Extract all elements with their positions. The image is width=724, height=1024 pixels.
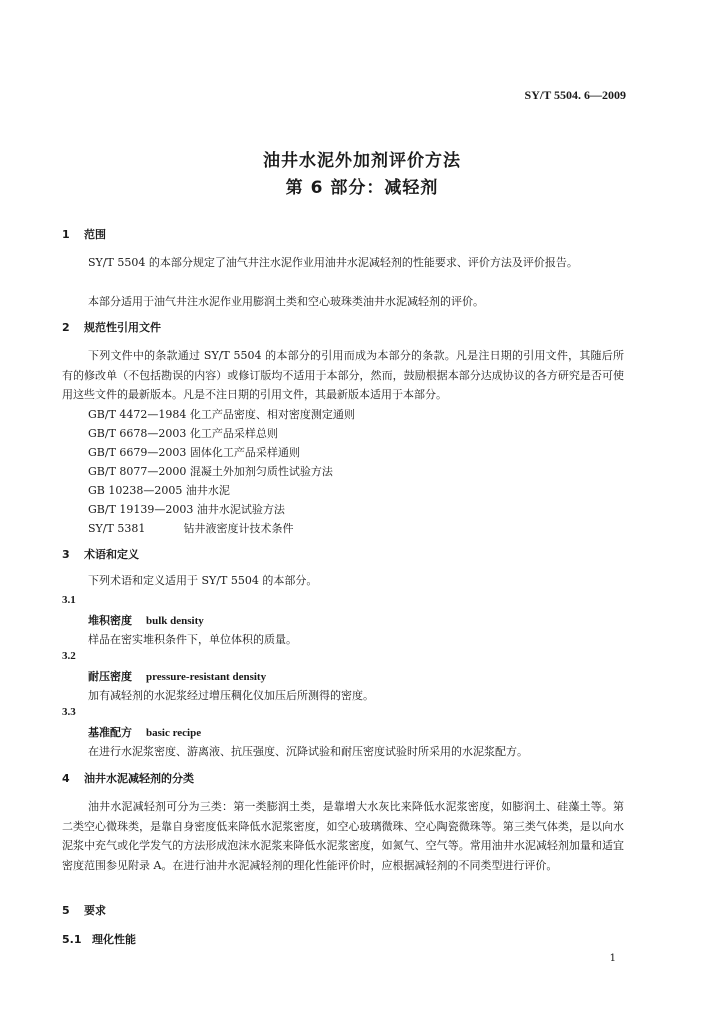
reference-code: GB/T 4472—1984	[88, 408, 187, 421]
reference-item	[88, 425, 278, 441]
section-3-heading	[62, 546, 139, 562]
page-number: 1	[609, 953, 616, 964]
subsection-number: 5.1	[62, 933, 82, 946]
reference-item	[88, 520, 294, 536]
reference-title: 油井水泥	[185, 484, 230, 497]
term-number: 3.1	[62, 594, 76, 606]
reference-code: GB/T 6679—2003	[88, 446, 187, 459]
section-4-paragraph-1: 油井水泥减轻剂可分为三类：第一类膨润土类，是靠增大水灰比来降低水泥浆密度，如膨润土、硅藻土等。第二类空心微珠类，是靠自身密度低来降低水泥浆密度，如空心玻璃微珠、空心陶瓷微珠等。第三类气体类，是以向水泥浆中充气或化学发气的方法形成泡沫水泥浆来降低水泥浆密度，如氮气、空气等。常用油井水泥减轻剂加量和适宜密度范围参见附录 A。在进行油井水泥减轻剂的理化性能评价时，应根据减轻剂的不同类型进行评价。	[62, 800, 624, 872]
term-entry	[88, 612, 204, 628]
subsection-title: 理化性能	[92, 933, 136, 946]
section-4-heading	[62, 770, 194, 786]
section-title: 规范性引用文件	[84, 321, 161, 334]
reference-title: 钻井液密度计技术条件	[183, 522, 294, 535]
reference-item	[88, 444, 300, 460]
reference-title: 化工产品密度、相对密度测定通则	[189, 408, 355, 421]
term-chinese: 基准配方	[88, 726, 132, 739]
term-english: pressure-resistant density	[146, 671, 267, 683]
reference-item	[88, 463, 333, 479]
term-english: basic recipe	[146, 727, 202, 739]
section-title: 油井水泥减轻剂的分类	[84, 772, 194, 785]
term-chinese: 堆积密度	[88, 614, 132, 627]
reference-title: 固体化工产品采样通则	[189, 446, 300, 459]
reference-item	[88, 406, 355, 422]
standard-code: SY/T 5504. 6—2009	[524, 88, 626, 102]
term-entry	[88, 724, 201, 740]
term-chinese: 耐压密度	[88, 670, 132, 683]
section-number: 4	[62, 772, 70, 785]
term-number: 3.3	[62, 706, 76, 718]
term-definition: 样品在密实堆积条件下，单位体积的质量。	[88, 633, 297, 646]
reference-code: GB/T 6678—2003	[88, 427, 187, 440]
reference-code: GB 10238—2005	[88, 484, 183, 497]
document-title: 油井水泥外加剂评价方法	[263, 151, 461, 171]
reference-title: 混凝土外加剂匀质性试验方法	[189, 465, 333, 478]
section-title: 范围	[84, 228, 106, 241]
subsection-5-1-heading	[62, 931, 136, 947]
section-number: 2	[62, 321, 70, 334]
section-title: 术语和定义	[84, 548, 139, 561]
section-3-paragraph-1: 下列术语和定义适用于 SY/T 5504 的本部分。	[88, 574, 318, 587]
section-5-heading	[62, 902, 106, 918]
section-1-paragraph-2: 本部分适用于油气井注水泥作业用膨润土类和空心玻珠类油井水泥减轻剂的评价。	[88, 295, 484, 308]
document-subtitle: 第 6 部分：减轻剂	[285, 178, 439, 198]
term-definition: 在进行水泥浆密度、游离液、抗压强度、沉降试验和耐压密度试验时所采用的水泥浆配方。	[88, 745, 528, 758]
section-1-heading	[62, 226, 106, 242]
reference-code: GB/T 19139—2003	[88, 503, 194, 516]
term-entry	[88, 668, 266, 684]
section-title: 要求	[84, 904, 106, 917]
reference-code: SY/T 5381	[88, 522, 146, 535]
section-number: 3	[62, 548, 70, 561]
term-definition: 加有减轻剂的水泥浆经过增压稠化仪加压后所测得的密度。	[88, 689, 374, 702]
section-number: 5	[62, 904, 70, 917]
reference-code: GB/T 8077—2000	[88, 465, 187, 478]
section-1-paragraph-1: SY/T 5504 的本部分规定了油气井注水泥作业用油井水泥减轻剂的性能要求、评价方法及评价报告。	[88, 256, 578, 269]
term-number: 3.2	[62, 650, 76, 662]
section-2-heading	[62, 319, 161, 335]
reference-item	[88, 501, 285, 517]
term-english: bulk density	[146, 615, 204, 627]
reference-title: 油井水泥试验方法	[196, 503, 285, 516]
reference-item	[88, 482, 230, 498]
section-number: 1	[62, 228, 70, 241]
reference-title: 化工产品采样总则	[189, 427, 278, 440]
section-2-paragraph-1: 下列文件中的条款通过 SY/T 5504 的本部分的引用而成为本部分的条款。凡是注日期的引用文件，其随后所有的修改单（不包括勘误的内容）或修订版均不适用于本部分，然而，鼓励根据本部分达成协议的各方研究是否可使用这些文件的最新版本。凡是不注日期的引用文件，其最新版本适用于本部分。	[62, 349, 624, 401]
